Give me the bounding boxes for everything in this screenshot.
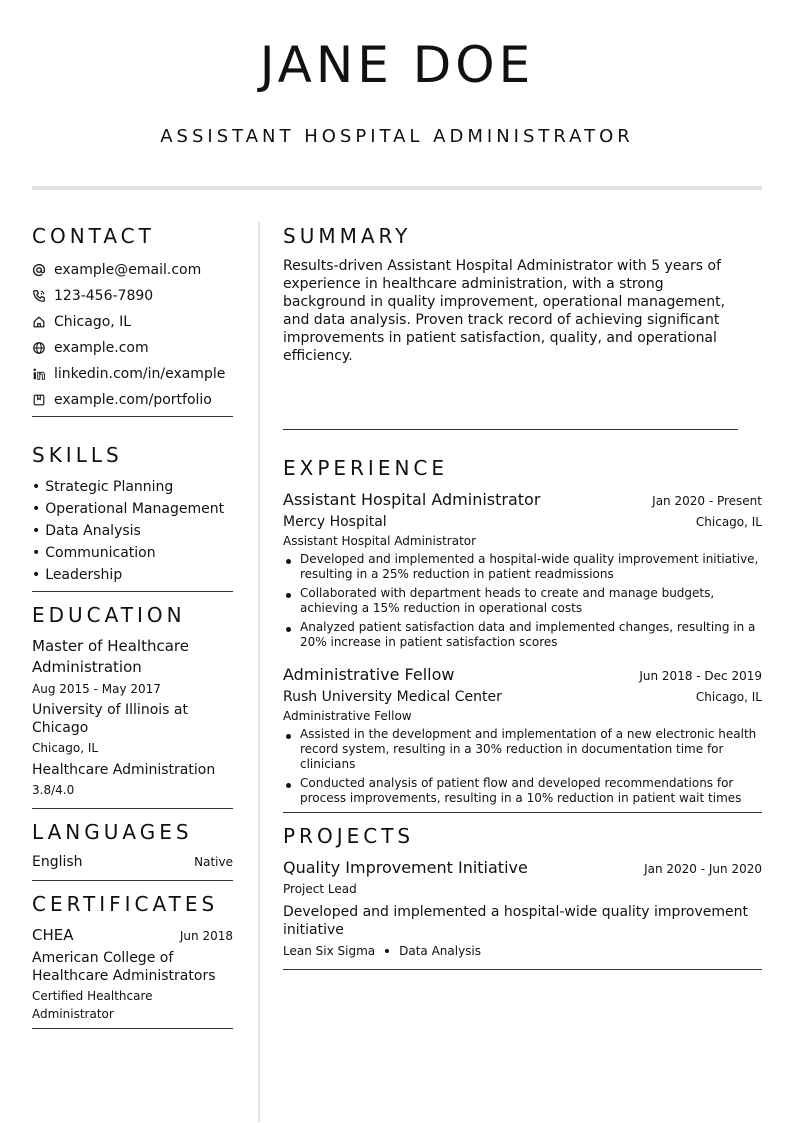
header-divider <box>32 186 762 190</box>
education-school: University of Illinois at Chicago <box>32 702 188 736</box>
contact-location <box>32 309 233 335</box>
contact-website[interactable] <box>32 335 233 361</box>
resume-role: ASSISTANT HOSPITAL ADMINISTRATOR <box>160 126 634 147</box>
skills-title: SKILLS <box>32 443 123 467</box>
project-tag: Lean Six Sigma <box>283 944 376 958</box>
certificates-divider <box>32 1028 233 1029</box>
globe-icon <box>32 341 46 355</box>
certificate-credential: Certified Healthcare Administrator <box>32 989 153 1021</box>
project-description: Developed and implemented a hospital-wide quality improvement initiative <box>283 904 748 938</box>
phone-icon <box>32 289 46 303</box>
skills-divider <box>32 591 233 592</box>
projects-title: PROJECTS <box>283 824 415 848</box>
education-dates: Aug 2015 - May 2017 <box>32 682 161 696</box>
skill-item: • Operational Management <box>32 501 225 517</box>
projects-section <box>283 822 762 970</box>
job-dates: Jun 2018 - Dec 2019 <box>639 669 762 683</box>
project-role: Project Lead <box>283 882 357 896</box>
contact-portfolio-text: example.com/portfolio <box>54 392 212 408</box>
contact-website-text: example.com <box>54 340 149 356</box>
summary-text: Results-driven Assistant Hospital Administrator with 5 years of experience in healthcare administration, with a strong background in quality improvement, operational management, and data analysis. Proven track record of achieving significant improvements in patient satisfaction, quality, and operational efficiency. <box>283 258 726 364</box>
job-org: Rush University Medical Center <box>283 689 502 705</box>
skill-item: • Strategic Planning <box>32 479 174 495</box>
home-icon <box>32 315 46 329</box>
project-tag: Data Analysis <box>399 944 482 958</box>
job-org: Mercy Hospital <box>283 514 387 530</box>
skill-text: Data Analysis <box>45 523 141 539</box>
certificate-date: Jun 2018 <box>179 929 233 943</box>
job-dates: Jan 2020 - Present <box>652 494 762 508</box>
contact-linkedin[interactable] <box>32 361 233 387</box>
certificates-title: CERTIFICATES <box>32 892 219 916</box>
languages-divider <box>32 880 233 881</box>
contact-section <box>32 222 233 417</box>
education-field: Healthcare Administration <box>32 762 216 778</box>
job-bullet: Conducted analysis of patient flow and developed recommendations for process improvements, resulting in a 10% reduction in patient wait times <box>283 776 762 806</box>
project-entry <box>283 857 762 959</box>
job-position: Assistant Hospital Administrator <box>283 534 477 548</box>
job-title: Assistant Hospital Administrator <box>283 490 541 509</box>
languages-section <box>32 818 233 881</box>
summary-divider <box>283 429 738 430</box>
job-bullet: Analyzed patient satisfaction data and implemented changes, resulting in a 20% increase in patient satisfaction scores <box>283 620 762 650</box>
education-location: Chicago, IL <box>32 741 99 755</box>
job-entry <box>283 489 762 650</box>
education-title: EDUCATION <box>32 603 186 627</box>
job-title: Administrative Fellow <box>283 665 455 684</box>
tag-separator <box>385 949 389 953</box>
certificates-section <box>32 890 233 1029</box>
contact-phone-text: 123-456-7890 <box>54 288 154 304</box>
contact-phone[interactable] <box>32 283 233 309</box>
skill-text: Strategic Planning <box>45 479 174 495</box>
contact-linkedin-text: linkedin.com/in/example <box>54 366 226 382</box>
education-gpa: 3.8/4.0 <box>32 783 75 797</box>
experience-title: EXPERIENCE <box>283 456 449 480</box>
summary-title: SUMMARY <box>283 224 412 248</box>
contact-email[interactable] <box>32 257 233 283</box>
skill-text: Operational Management <box>45 501 225 517</box>
skill-text: Leadership <box>45 567 123 583</box>
job-entry <box>283 664 762 806</box>
education-section <box>32 601 233 809</box>
summary-section <box>283 222 762 430</box>
language-level: Native <box>194 855 233 869</box>
contact-title: CONTACT <box>32 224 155 248</box>
certificate-issuer: American College of Healthcare Administrators <box>32 950 216 984</box>
column-divider <box>258 222 260 1122</box>
experience-divider <box>283 812 762 813</box>
portfolio-icon <box>32 393 46 407</box>
contact-portfolio[interactable] <box>32 387 233 413</box>
experience-section <box>283 454 762 813</box>
language-name: English <box>32 854 83 870</box>
education-degree: Master of Healthcare Administration <box>32 637 189 676</box>
skill-item: • Communication <box>32 545 156 561</box>
at-icon <box>32 263 46 277</box>
contact-email-text: example@email.com <box>54 262 202 278</box>
skill-item: • Leadership <box>32 567 123 583</box>
contact-location-text: Chicago, IL <box>54 314 132 330</box>
language-item <box>32 853 233 871</box>
projects-divider <box>283 969 762 970</box>
job-bullet: Developed and implemented a hospital-wide quality improvement initiative, resulting in a 25% reduction in patient readmissions <box>283 552 762 582</box>
project-tags <box>283 943 762 959</box>
languages-title: LANGUAGES <box>32 820 193 844</box>
skill-item: • Data Analysis <box>32 523 141 539</box>
job-bullets <box>283 727 762 806</box>
job-bullet: Assisted in the development and implementation of a new electronic health record system, resulting in a 30% reduction in documentation time for clinicians <box>283 727 762 772</box>
left-column <box>32 222 233 1029</box>
skill-text: Communication <box>45 545 156 561</box>
resume-name: JANE DOE <box>259 36 535 94</box>
linkedin-icon <box>32 367 46 381</box>
job-position: Administrative Fellow <box>283 709 412 723</box>
certificate-head <box>32 925 233 946</box>
contact-divider <box>32 416 233 417</box>
skills-section <box>32 441 233 592</box>
right-column <box>283 222 762 970</box>
project-name: Quality Improvement Initiative <box>283 858 528 877</box>
job-location: Chicago, IL <box>695 515 762 529</box>
job-bullets <box>283 552 762 650</box>
job-location: Chicago, IL <box>695 690 762 704</box>
education-divider <box>32 808 233 809</box>
certificate-name: CHEA <box>32 926 74 944</box>
project-dates: Jan 2020 - Jun 2020 <box>644 862 762 876</box>
job-bullet: Collaborated with department heads to create and manage budgets, achieving a 15% reduction in operational costs <box>283 586 762 616</box>
